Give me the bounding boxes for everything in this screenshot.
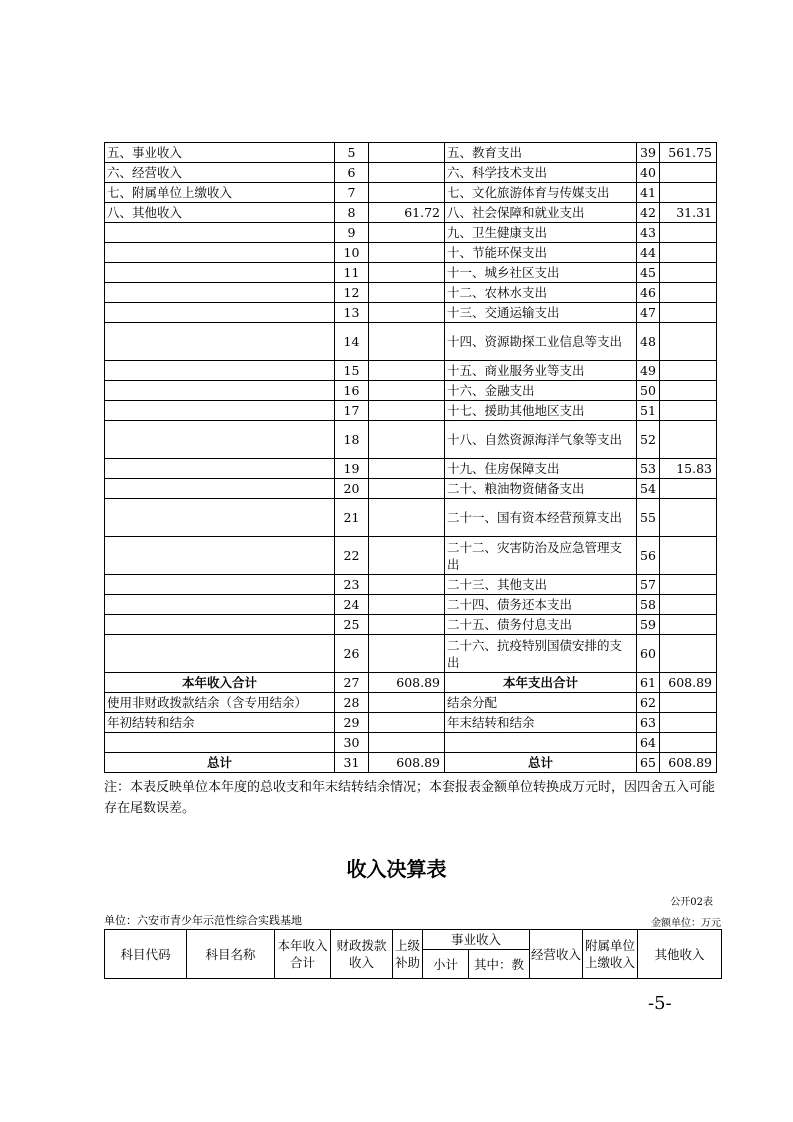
table-row — [105, 283, 717, 303]
header-subject-name: 科目名称 — [187, 930, 275, 979]
left-line-no: 31 — [335, 753, 369, 773]
left-line-no: 13 — [335, 303, 369, 323]
amount-unit: 金额单位：万元 — [651, 918, 721, 929]
left-item: 年初结转和结余 — [105, 713, 335, 733]
left-line-no: 29 — [335, 713, 369, 733]
right-item: 八、社会保障和就业支出 — [445, 203, 637, 223]
table-row — [105, 479, 717, 499]
table-row — [105, 673, 717, 693]
table-row — [105, 381, 717, 401]
table-row — [105, 713, 717, 733]
right-line-no: 53 — [637, 459, 660, 479]
right-item: 二十二、灾害防治及应急管理支出 — [445, 537, 637, 575]
right-line-no: 65 — [637, 753, 660, 773]
right-line-no: 62 — [637, 693, 660, 713]
left-line-no: 24 — [335, 595, 369, 615]
left-amount — [369, 615, 445, 635]
header-other-income: 其他收入 — [638, 930, 722, 979]
header-total-income: 本年收入合计 — [275, 930, 331, 979]
table-row — [105, 183, 717, 203]
right-amount: 608.89 — [660, 753, 717, 773]
left-amount — [369, 303, 445, 323]
table-row — [105, 537, 717, 575]
left-amount — [369, 143, 445, 163]
right-line-no: 44 — [637, 243, 660, 263]
right-line-no: 54 — [637, 479, 660, 499]
right-amount — [660, 421, 717, 459]
right-amount — [660, 223, 717, 243]
right-line-no: 60 — [637, 635, 660, 673]
header-business-edu: 其中：教 — [469, 950, 530, 979]
left-line-no: 5 — [335, 143, 369, 163]
right-amount: 561.75 — [660, 143, 717, 163]
header-fiscal-income: 财政拨款收入 — [331, 930, 393, 979]
left-line-no: 23 — [335, 575, 369, 595]
right-amount — [660, 713, 717, 733]
left-line-no: 8 — [335, 203, 369, 223]
left-amount — [369, 537, 445, 575]
right-amount — [660, 303, 717, 323]
header-affiliated-income: 附属单位上缴收入 — [583, 930, 638, 979]
header-business-income: 事业收入 — [423, 930, 530, 950]
left-line-no: 20 — [335, 479, 369, 499]
table-row — [105, 693, 717, 713]
table-row — [105, 615, 717, 635]
table-row — [105, 635, 717, 673]
table-row — [105, 575, 717, 595]
left-item — [105, 421, 335, 459]
left-item: 总计 — [105, 753, 335, 773]
left-amount — [369, 421, 445, 459]
left-line-no: 16 — [335, 381, 369, 401]
left-amount — [369, 713, 445, 733]
right-line-no: 48 — [637, 323, 660, 361]
right-line-no: 56 — [637, 537, 660, 575]
left-amount: 608.89 — [369, 673, 445, 693]
unit-name: 单位：六安市青少年示范性综合实践基地 — [104, 914, 302, 927]
left-item: 使用非财政拨款结余（含专用结余） — [105, 693, 335, 713]
left-line-no: 7 — [335, 183, 369, 203]
right-amount — [660, 537, 717, 575]
right-amount — [660, 381, 717, 401]
left-item — [105, 575, 335, 595]
left-amount — [369, 635, 445, 673]
table-row — [105, 401, 717, 421]
right-amount — [660, 575, 717, 595]
left-amount — [369, 323, 445, 361]
income-table-header — [104, 929, 722, 979]
left-line-no: 14 — [335, 323, 369, 361]
right-item: 十五、商业服务业等支出 — [445, 361, 637, 381]
left-line-no: 28 — [335, 693, 369, 713]
left-line-no: 15 — [335, 361, 369, 381]
right-item: 二十三、其他支出 — [445, 575, 637, 595]
left-item — [105, 323, 335, 361]
left-item: 本年收入合计 — [105, 673, 335, 693]
left-item: 八、其他收入 — [105, 203, 335, 223]
table-row — [105, 303, 717, 323]
table-row — [105, 223, 717, 243]
right-line-no: 45 — [637, 263, 660, 283]
right-line-no: 43 — [637, 223, 660, 243]
left-amount: 608.89 — [369, 753, 445, 773]
left-item: 五、事业收入 — [105, 143, 335, 163]
right-item: 七、文化旅游体育与传媒支出 — [445, 183, 637, 203]
right-line-no: 51 — [637, 401, 660, 421]
right-amount — [660, 401, 717, 421]
right-amount: 15.83 — [660, 459, 717, 479]
left-item: 七、附属单位上缴收入 — [105, 183, 335, 203]
left-amount — [369, 263, 445, 283]
right-amount — [660, 595, 717, 615]
right-item: 十一、城乡社区支出 — [445, 263, 637, 283]
right-line-no: 63 — [637, 713, 660, 733]
right-line-no: 39 — [637, 143, 660, 163]
left-amount — [369, 575, 445, 595]
right-item: 十七、援助其他地区支出 — [445, 401, 637, 421]
right-amount — [660, 263, 717, 283]
right-item: 十九、住房保障支出 — [445, 459, 637, 479]
right-line-no: 40 — [637, 163, 660, 183]
right-item: 五、教育支出 — [445, 143, 637, 163]
table-row — [105, 243, 717, 263]
right-line-no: 58 — [637, 595, 660, 615]
right-item — [445, 733, 637, 753]
table-row — [105, 263, 717, 283]
left-amount — [369, 499, 445, 537]
right-amount — [660, 183, 717, 203]
right-item: 结余分配 — [445, 693, 637, 713]
right-item: 十、节能环保支出 — [445, 243, 637, 263]
right-item: 总计 — [445, 753, 637, 773]
right-item: 年末结转和结余 — [445, 713, 637, 733]
left-amount — [369, 361, 445, 381]
header-superior-subsidy: 上级补助 — [393, 930, 423, 979]
form-number: 公开02表 — [670, 897, 713, 908]
left-line-no: 21 — [335, 499, 369, 537]
left-line-no: 27 — [335, 673, 369, 693]
right-amount — [660, 163, 717, 183]
right-item: 二十五、债务付息支出 — [445, 615, 637, 635]
right-item: 十二、农林水支出 — [445, 283, 637, 303]
right-line-no: 61 — [637, 673, 660, 693]
left-item — [105, 223, 335, 243]
left-amount — [369, 163, 445, 183]
left-item — [105, 595, 335, 615]
right-item: 二十六、抗疫特别国债安排的支出 — [445, 635, 637, 673]
table-row — [105, 733, 717, 753]
right-amount — [660, 635, 717, 673]
right-amount — [660, 615, 717, 635]
left-item — [105, 537, 335, 575]
right-amount — [660, 693, 717, 713]
left-line-no: 12 — [335, 283, 369, 303]
left-amount: 61.72 — [369, 203, 445, 223]
left-line-no: 18 — [335, 421, 369, 459]
left-item — [105, 401, 335, 421]
right-item: 十三、交通运输支出 — [445, 303, 637, 323]
table-row — [105, 753, 717, 773]
right-item: 九、卫生健康支出 — [445, 223, 637, 243]
right-amount — [660, 479, 717, 499]
right-item: 十四、资源勘探工业信息等支出 — [445, 323, 637, 361]
right-line-no: 64 — [637, 733, 660, 753]
right-amount: 608.89 — [660, 673, 717, 693]
table-row — [105, 421, 717, 459]
right-line-no: 59 — [637, 615, 660, 635]
table-row — [105, 203, 717, 223]
left-item — [105, 263, 335, 283]
table-row — [105, 323, 717, 361]
right-amount: 31.31 — [660, 203, 717, 223]
section-title: 收入决算表 — [346, 857, 447, 881]
left-line-no: 9 — [335, 223, 369, 243]
right-amount — [660, 323, 717, 361]
left-item — [105, 283, 335, 303]
right-item: 二十一、国有资本经营预算支出 — [445, 499, 637, 537]
left-line-no: 26 — [335, 635, 369, 673]
left-item — [105, 635, 335, 673]
left-line-no: 19 — [335, 459, 369, 479]
income-expenditure-table — [104, 142, 717, 773]
left-item — [105, 733, 335, 753]
table-note: 注：本表反映单位本年度的总收支和年末结转结余情况；本套报表金额单位转换成万元时，因四舍五入可能存在尾数误差。 — [104, 780, 716, 816]
left-line-no: 10 — [335, 243, 369, 263]
left-item — [105, 243, 335, 263]
left-amount — [369, 223, 445, 243]
table-row — [105, 499, 717, 537]
table-row — [105, 143, 717, 163]
right-line-no: 46 — [637, 283, 660, 303]
table-row — [105, 459, 717, 479]
right-amount — [660, 733, 717, 753]
table-row — [105, 595, 717, 615]
left-amount — [369, 283, 445, 303]
right-amount — [660, 243, 717, 263]
right-item: 十八、自然资源海洋气象等支出 — [445, 421, 637, 459]
left-item — [105, 361, 335, 381]
right-line-no: 49 — [637, 361, 660, 381]
right-line-no: 47 — [637, 303, 660, 323]
left-line-no: 6 — [335, 163, 369, 183]
right-line-no: 50 — [637, 381, 660, 401]
left-line-no: 17 — [335, 401, 369, 421]
left-amount — [369, 595, 445, 615]
right-amount — [660, 283, 717, 303]
left-item — [105, 381, 335, 401]
header-subject-code: 科目代码 — [105, 930, 187, 979]
right-item: 二十四、债务还本支出 — [445, 595, 637, 615]
left-line-no: 30 — [335, 733, 369, 753]
left-item — [105, 499, 335, 537]
right-line-no: 55 — [637, 499, 660, 537]
right-line-no: 57 — [637, 575, 660, 595]
right-line-no: 42 — [637, 203, 660, 223]
right-item: 六、科学技术支出 — [445, 163, 637, 183]
right-item: 十六、金融支出 — [445, 381, 637, 401]
page-number: -5- — [648, 993, 672, 1014]
left-line-no: 11 — [335, 263, 369, 283]
left-amount — [369, 479, 445, 499]
left-item — [105, 479, 335, 499]
table-row — [105, 163, 717, 183]
left-amount — [369, 401, 445, 421]
header-business-subtotal: 小计 — [423, 950, 469, 979]
left-amount — [369, 243, 445, 263]
table-row — [105, 361, 717, 381]
left-item: 六、经营收入 — [105, 163, 335, 183]
left-item — [105, 303, 335, 323]
right-item: 本年支出合计 — [445, 673, 637, 693]
left-amount — [369, 183, 445, 203]
left-item — [105, 459, 335, 479]
left-amount — [369, 693, 445, 713]
left-line-no: 25 — [335, 615, 369, 635]
left-amount — [369, 733, 445, 753]
left-amount — [369, 459, 445, 479]
left-amount — [369, 381, 445, 401]
right-line-no: 52 — [637, 421, 660, 459]
right-amount — [660, 499, 717, 537]
right-item: 二十、粮油物资储备支出 — [445, 479, 637, 499]
right-line-no: 41 — [637, 183, 660, 203]
header-operating-income: 经营收入 — [530, 930, 583, 979]
right-amount — [660, 361, 717, 381]
left-line-no: 22 — [335, 537, 369, 575]
left-item — [105, 615, 335, 635]
